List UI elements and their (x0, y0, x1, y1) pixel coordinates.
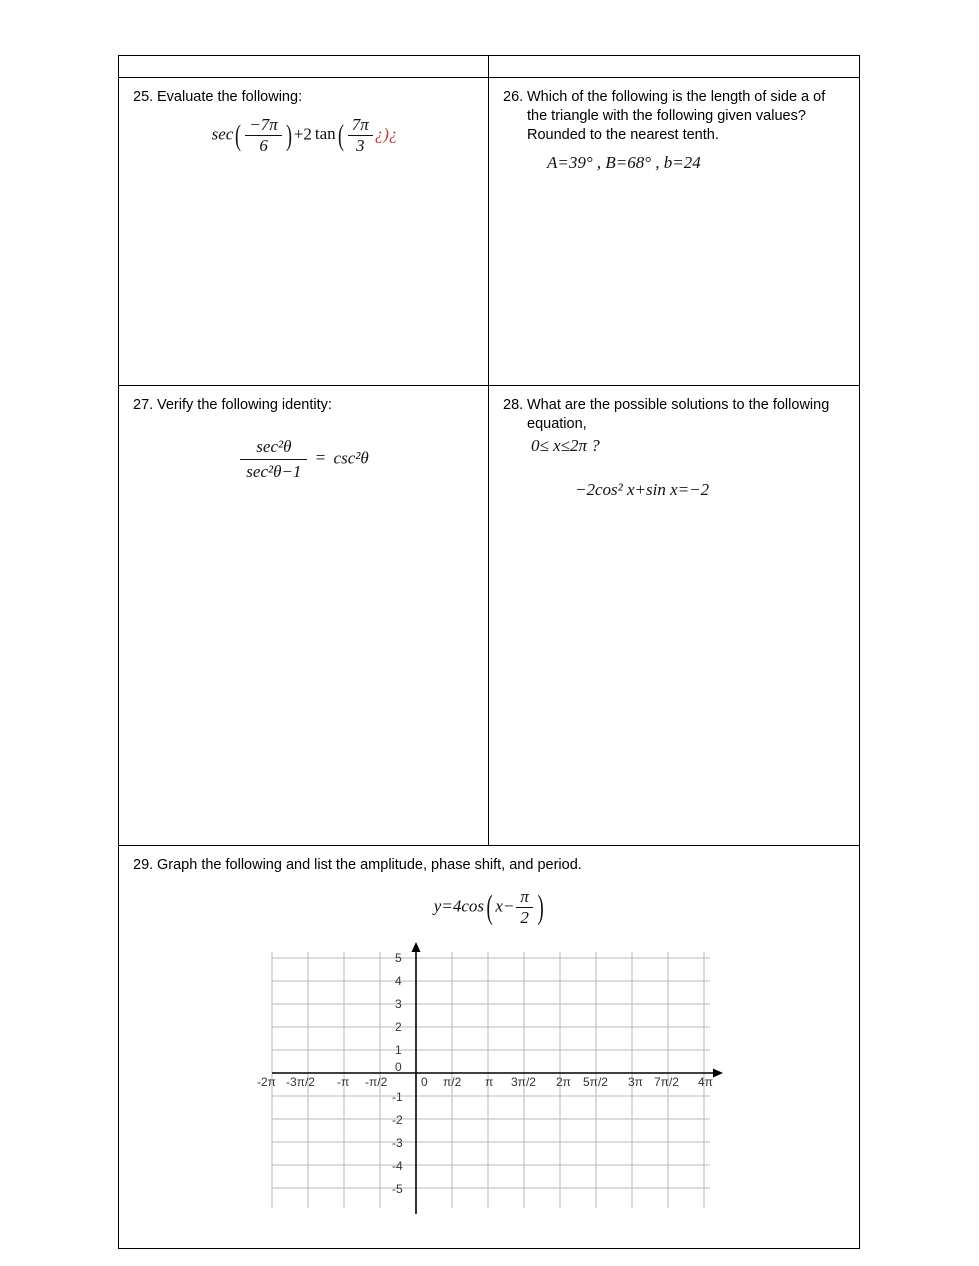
sec-function: sec (211, 124, 234, 144)
question-number-27: 27. (133, 397, 154, 413)
question-number-28: 28. (503, 397, 524, 413)
tan-function: tan (314, 124, 336, 144)
question-expression-25 (133, 115, 476, 156)
x-tick-negpi-2: -π/2 (365, 1075, 388, 1089)
y-tick-1: 1 (395, 1043, 402, 1057)
close-paren-big: ) (537, 888, 544, 926)
plus-two: +2 (293, 124, 312, 144)
equation-lhs: y=4cos (433, 896, 484, 916)
y-tick-neg3: -3 (392, 1136, 403, 1150)
table-row (119, 56, 860, 78)
y-tick-neg2: -2 (392, 1113, 403, 1127)
open-paren: ( (235, 118, 242, 152)
y-tick-5: 5 (395, 951, 402, 965)
y-tick-neg1: -1 (392, 1090, 403, 1104)
question-cell-28 (489, 386, 860, 846)
question-prompt-28: What are the possible solutions to the following equation, (527, 397, 830, 432)
question-cell-27 (119, 386, 489, 846)
y-tick-3: 3 (395, 997, 402, 1011)
x-tick-3pi: 3π (628, 1075, 643, 1089)
x-tick-4pi: 4π (698, 1075, 713, 1089)
x-tick-2pi: 2π (556, 1075, 571, 1089)
identity-right-side: csc²θ (333, 448, 369, 468)
question-prompt-26: Which of the following is the length of side a of the triangle with the following given values? Rounded to the nearest tenth. (527, 89, 826, 143)
identity-fraction: $\frac{\text{sec²θ}}{\text{sec²θ−1}}$ (240, 437, 307, 482)
question-prompt-27: Verify the following identity: (157, 397, 332, 413)
fraction-pi-over-2: $\frac{\pi}{2}$ (516, 887, 533, 928)
question-number-26: 26. (503, 89, 524, 105)
x-tick-5pi-2: 5π/2 (583, 1075, 608, 1089)
y-tick-4: 4 (395, 974, 402, 988)
y-tick-neg4: -4 (392, 1159, 403, 1173)
x-tick-pi: π (485, 1075, 494, 1089)
question-equation-29 (133, 887, 847, 928)
question-cell-25 (119, 78, 489, 386)
worksheet-table (118, 55, 860, 1249)
question-expression-27 (133, 437, 476, 482)
equation-inner-left: x− (495, 896, 515, 916)
fraction-7pi-over-3: $\frac{7\pi}{3}$ (348, 115, 373, 156)
open-paren-big: ( (486, 888, 493, 926)
question-prompt-29: Graph the following and list the amplitude, phase shift, and period. (157, 857, 582, 873)
coordinate-grid-graph (255, 942, 725, 1222)
open-paren-2: ( (337, 118, 344, 152)
question-domain-28: 0≤ x≤2π ? (531, 436, 600, 455)
question-number-25: 25. (133, 89, 154, 105)
table-row (119, 846, 860, 1249)
question-number-29: 29. (133, 857, 154, 873)
x-tick-neg2pi: -2π (257, 1075, 276, 1089)
x-tick-7pi-2: 7π/2 (654, 1075, 679, 1089)
y-tick-0: 0 (395, 1060, 402, 1074)
x-tick-negpi: -π (337, 1075, 350, 1089)
x-tick-neg3pi-2: -3π/2 (286, 1075, 315, 1089)
question-given-values-26: A=39° , B=68° , b=24 (547, 153, 701, 172)
question-cell-29 (119, 846, 860, 1249)
question-cell-26 (489, 78, 860, 386)
equals-sign: = (315, 448, 326, 468)
table-row (119, 78, 860, 386)
x-tick-zero: 0 (421, 1075, 428, 1089)
y-tick-neg5: -5 (392, 1182, 403, 1196)
table-row (119, 386, 860, 846)
y-tick-2: 2 (395, 1020, 402, 1034)
question-equation-28: −2cos² x+sin x=−2 (575, 480, 710, 499)
trailing-marks: ¿)¿ (374, 124, 398, 144)
y-axis (412, 942, 421, 1214)
close-paren: ) (285, 118, 292, 152)
question-prompt-25: Evaluate the following: (157, 89, 303, 105)
spacer-cell-right (489, 56, 860, 78)
x-tick-pi-2: π/2 (443, 1075, 462, 1089)
fraction-neg-7pi-over-6: $\frac{-7\pi}{6}$ (245, 115, 282, 156)
x-tick-3pi-2: 3π/2 (511, 1075, 536, 1089)
spacer-cell-left (119, 56, 489, 78)
